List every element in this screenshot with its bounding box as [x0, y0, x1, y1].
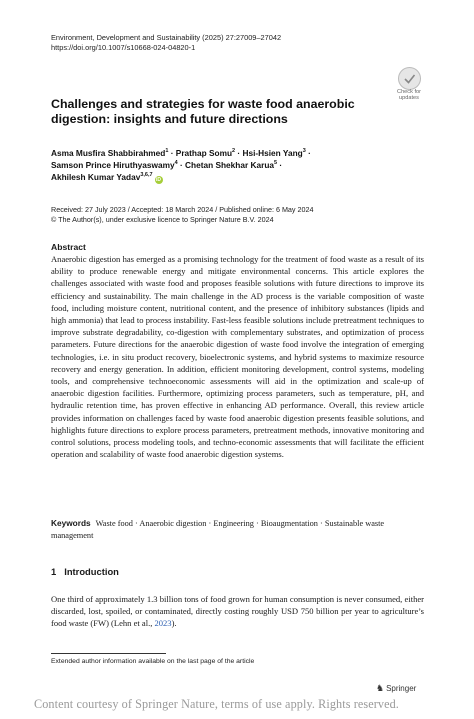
introduction-paragraph: One third of approximately 1.3 billion tons of food grown for human consumption is never consumed, either discarded, lost, spoiled, or contaminated, directly costing roughly USD 750 billion per year to agriculture’s food waste (FW) (Lehn et al., 2023).: [51, 594, 424, 629]
orcid-icon[interactable]: iD: [156, 177, 162, 184]
publisher-name: Springer: [386, 684, 417, 693]
author-list: Asma Musfira Shabbirahmed$^1$ · Prathap Somu$^2$ · Hsi-Hsien Yang$^3$ · Samson Prince Hiruthyaswamy$^4$ · Chetan Shekhar Karua$^5$ · Akhilesh Kumar Yadav$^{3,6,7}$iD: [51, 148, 311, 184]
copyright-line: © The Author(s), under exclusive licence to Springer Nature B.V. 2024: [51, 215, 274, 224]
author[interactable]: Hsi-Hsien Yang$^3$: [242, 148, 306, 158]
author[interactable]: Samson Prince Hiruthyaswamy$^4$: [51, 160, 178, 171]
abstract-heading: Abstract: [51, 242, 86, 252]
check-for-updates-badge[interactable]: [392, 67, 426, 101]
springer-logo: [376, 683, 416, 694]
footnote-divider: [51, 653, 166, 654]
journal-header: [51, 33, 281, 53]
badge-text-line2: updates: [399, 95, 419, 101]
springer-horse-icon: ♞: [376, 683, 385, 693]
author[interactable]: Prathap Somu$^2$: [175, 148, 236, 158]
keywords-list: Waste food · Anaerobic digestion · Engineering · Bioaugmentation · Sustainable waste management: [51, 519, 385, 540]
citation-link[interactable]: 2023: [154, 618, 172, 629]
publication-history: [51, 205, 314, 225]
check-for-updates-icon: [398, 67, 421, 90]
courtesy-notice: Content courtesy of Springer Nature, terms of use apply. Rights reserved.: [34, 697, 399, 711]
footnote: Extended author information available on the last page of the article: [51, 658, 255, 665]
badge-text-line1: Check for: [397, 89, 421, 95]
doi-link[interactable]: https://doi.org/10.1007/s10668-024-04820-1: [51, 43, 196, 52]
section-title: Introduction: [64, 566, 119, 577]
article-title: Challenges and strategies for waste food anaerobic digestion: insights and future directions: [51, 97, 355, 126]
abstract-body: Anaerobic digestion has emerged as a promising technology for the treatment of food waste as a result of its ability to produce renewable energy and mitigate environmental concerns. This article explores the challenges associated with waste food and proposes feasible solutions with future directions to improve its efficiency and sustainability. The main challenge in the AD process is the variable composition of waste food, including moisture content, nutritional content, and the presence of inhibitory substances (lipids and high ammonia) that lead to process instability. Fast-less feasible solutions include pretreatment techniques to improve substrate degradability, co-digestion with complementary substrates, and optimization of process parameters. Future directions for the anaerobic digestion of waste food involve the integration of emerging technologies, i.e. in situ product recovery, bioelectronic systems, and hybrid systems to maximize resource recovery and energy generation. In addition, efficient monitoring development, control systems, modeling tools, and comprehensive technoeconomic assessments will aid in the optimization and scale-up of anaerobic digestion facilities. Furthermore, optimizing process parameters, such as temperature, pH, and hydraulic retention time, has proven effective in enhancing AD performance. Overall, this review article provides information on challenges faced by waste food anaerobic digestion presents feasible solutions, and highlights future directions to explore process parameters, pretreatment methods, innovative monitoring and control solutions, process modeling tools, and techno-economic assessments that will facilitate the efficient operation and scalability of waste food anaerobic digestion systems.: [51, 254, 424, 460]
keywords: [51, 517, 424, 542]
author[interactable]: Akhilesh Kumar Yadav$^{3,6,7}$: [51, 172, 153, 183]
journal-citation: Environment, Development and Sustainability (2025) 27:27009–27042: [51, 33, 282, 42]
keywords-label: Keywords: [51, 518, 91, 528]
author[interactable]: Asma Musfira Shabbirahmed$^1$: [51, 148, 169, 158]
received-dates: Received: 27 July 2023 / Accepted: 18 March 2024 / Published online: 6 May 2024: [51, 205, 314, 214]
section-heading-introduction: [51, 566, 119, 577]
author[interactable]: Chetan Shekhar Karua$^5$: [185, 160, 278, 171]
section-number: 1: [51, 566, 57, 577]
